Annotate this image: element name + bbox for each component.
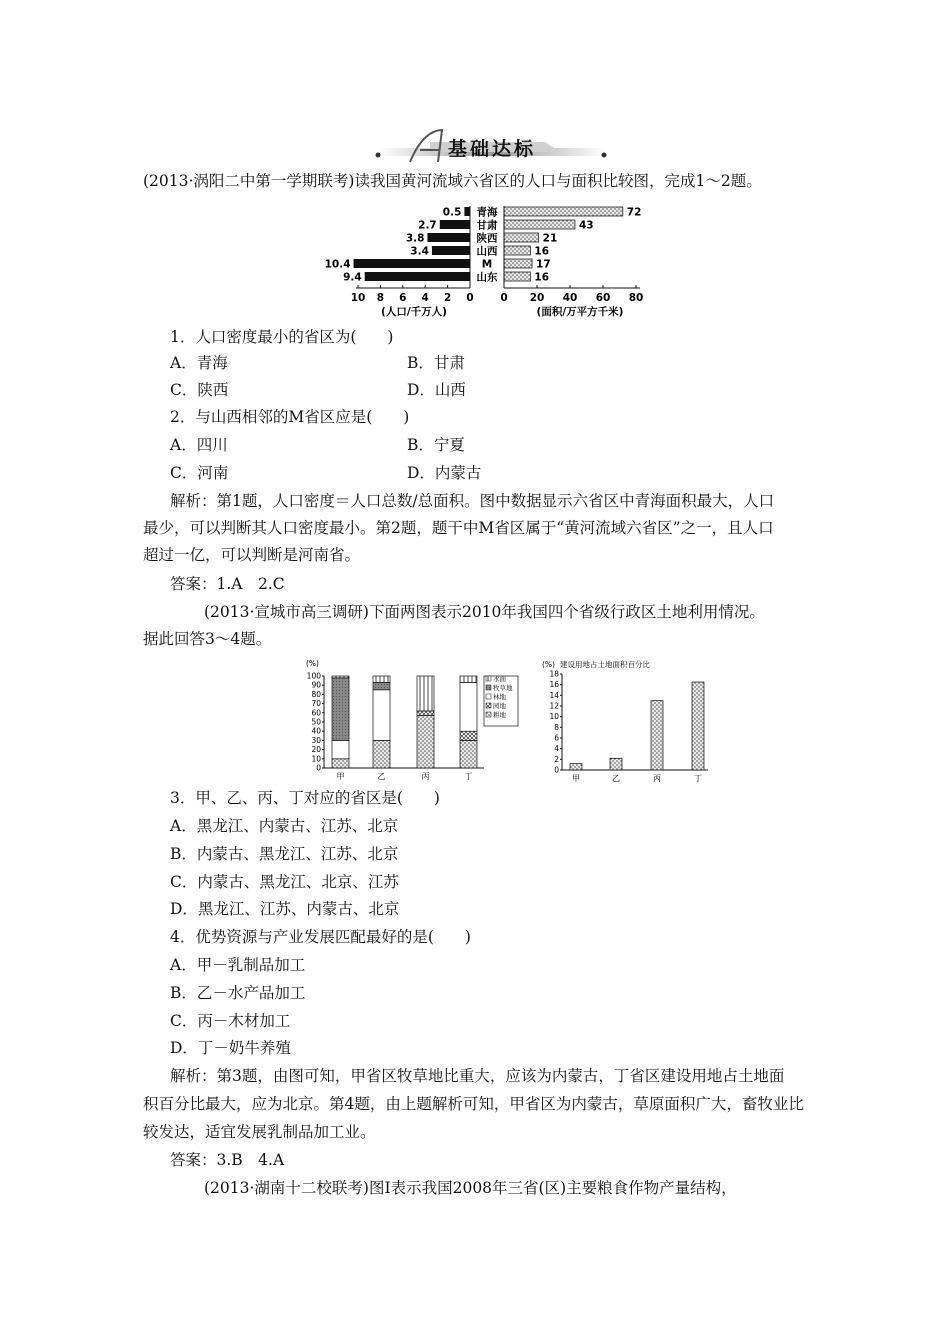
- left-axis-tick-label: 6: [399, 292, 407, 304]
- y-tick-label: 12: [549, 701, 559, 711]
- left-axis-tick-label: 4: [421, 292, 429, 304]
- population-value-label: 2.7: [418, 219, 437, 232]
- y-tick-label: 60: [311, 708, 321, 718]
- legend-label: 林地: [493, 693, 506, 701]
- area-bar: [504, 233, 539, 242]
- stacked-bar-segment: [373, 682, 390, 689]
- analysis1-line2: 最少，可以判断其人口密度最小。第2题，题干中M省区属于“黄河流域六省区”之一，且人口: [143, 519, 774, 537]
- y-tick-label: 30: [311, 735, 321, 745]
- stacked-bar-segment: [460, 740, 477, 768]
- q4-stem: 4．优势资源与产业发展匹配最好的是( ): [170, 928, 471, 946]
- q3-option-b: B．内蒙古、黑龙江、江苏、北京: [170, 845, 399, 863]
- y-tick-label: 50: [311, 717, 321, 727]
- area-bar: [504, 220, 575, 229]
- q1-option-d: D．山西: [407, 381, 466, 399]
- province-label: 甘肃: [476, 219, 498, 232]
- area-bar: [504, 259, 532, 268]
- q4-option-d: D．丁－奶牛养殖: [170, 1039, 291, 1057]
- stacked-bar-segment: [460, 682, 477, 731]
- stacked-bar-segment: [332, 740, 349, 758]
- area-value-label: 72: [626, 206, 642, 219]
- left-axis-tick-label: 8: [376, 292, 385, 304]
- chart-title: 建设用地占土地面积百分比: [560, 660, 650, 669]
- legend-swatch: [486, 703, 491, 708]
- stacked-bar-segment: [332, 759, 349, 768]
- area-value-label: 16: [534, 271, 550, 284]
- q3-stem: 3．甲、乙、丙、丁对应的省区是( ): [170, 789, 440, 807]
- area-value-label: 21: [542, 232, 558, 245]
- stacked-bar-segment: [417, 711, 434, 716]
- x-tick-label: 乙: [612, 774, 620, 783]
- left-axis-tick-label: 2: [443, 292, 452, 304]
- stacked-bar-segment: [373, 676, 390, 682]
- population-value-label: 3.8: [405, 232, 425, 245]
- q3-option-a: A．黑龙江、内蒙古、江苏、北京: [170, 817, 399, 835]
- q1-option-b: B．甘肃: [407, 354, 465, 372]
- province-label: 山西: [476, 245, 498, 258]
- left-axis-label: (人口/千万人): [381, 306, 447, 318]
- stacked-bar-segment: [332, 678, 349, 741]
- population-value-label: 3.4: [410, 245, 429, 258]
- x-tick-label: 丁: [694, 774, 702, 783]
- population-bar: [427, 233, 470, 242]
- q2-stem: 2．与山西相邻的M省区应是( ): [170, 408, 410, 426]
- y-tick-label: 80: [311, 689, 321, 699]
- population-bar: [464, 207, 470, 216]
- analysis2-line2: 积百分比最大，应为北京。第4题，由上题解析可知，甲省区为内蒙古，草原面积广大，畜牧业比: [143, 1095, 804, 1113]
- population-value-label: 9.4: [343, 271, 362, 284]
- x-tick-label: 丙: [421, 772, 430, 781]
- y-tick-label: 10: [549, 712, 559, 722]
- y-tick-label: 18: [549, 669, 559, 679]
- stacked-bar-segment: [417, 676, 434, 711]
- population-bar: [440, 220, 470, 229]
- legend-swatch: [486, 712, 491, 717]
- right-axis-tick-label: 0: [500, 292, 508, 304]
- answer2: 答案：3.B 4.A: [170, 1151, 285, 1169]
- area-value-label: 43: [578, 219, 594, 232]
- legend-swatch: [486, 685, 491, 690]
- q3-option-d: D．黑龙江、江苏、内蒙古、北京: [170, 900, 400, 918]
- legend-swatch: [486, 694, 491, 699]
- population-value-label: 10.4: [324, 258, 351, 271]
- stacked-bar-segment: [373, 740, 390, 768]
- y-tick-label: 2: [554, 754, 559, 764]
- stacked-bar-segment: [460, 731, 477, 740]
- q2-option-d: D．内蒙古: [407, 464, 482, 482]
- answer1: 答案：1.A 2.C: [170, 575, 285, 593]
- q2-option-a: A．四川: [170, 436, 228, 454]
- right-axis-tick-label: 20: [529, 292, 545, 304]
- q1-option-c: C．陕西: [170, 381, 229, 399]
- y-tick-label: 8: [554, 722, 559, 732]
- y-tick-label: 40: [311, 726, 321, 736]
- stacked-bar-segment: [417, 716, 434, 768]
- stacked-bar-segment: [332, 676, 349, 678]
- bar: [610, 758, 622, 770]
- intro-q3-4-line1: (2013·宣城市高三调研)下面两图表示2010年我国四个省级行政区土地利用情况。: [204, 603, 765, 621]
- province-label: 陕西: [476, 232, 498, 245]
- y-tick-label: 20: [311, 745, 321, 755]
- section-header: [370, 128, 610, 164]
- population-bar: [354, 259, 470, 268]
- legend-label: 耕地: [493, 711, 506, 719]
- province-label: 山东: [476, 271, 498, 284]
- q2-option-b: B．宁夏: [407, 436, 465, 454]
- population-area-chart: [324, 200, 660, 320]
- x-tick-label: 丙: [653, 774, 661, 783]
- population-value-label: 0.5: [442, 206, 462, 219]
- stacked-bar-segment: [373, 690, 390, 741]
- intro-q3-4-line2: 据此回答3～4题。: [143, 630, 272, 648]
- province-label: 青海: [476, 206, 498, 219]
- analysis1-line1: 解析：第1题，人口密度＝人口总数/总面积。图中数据显示六省区中青海面积最大，人口: [170, 492, 775, 510]
- y-tick-label: 6: [554, 733, 559, 743]
- bar: [651, 701, 663, 770]
- x-tick-label: 乙: [377, 772, 386, 781]
- y-tick-label: 90: [311, 680, 321, 690]
- y-axis-label: (%): [542, 660, 555, 669]
- q1-option-a: A．青海: [170, 354, 228, 372]
- area-bar: [504, 246, 530, 255]
- q4-option-c: C．丙－木材加工: [170, 1012, 291, 1030]
- population-bar: [432, 246, 470, 255]
- area-bar: [504, 272, 530, 281]
- province-label: M: [481, 258, 493, 271]
- x-tick-label: 甲: [336, 772, 345, 781]
- x-tick-label: 丁: [464, 772, 473, 781]
- x-tick-label: 甲: [572, 774, 580, 783]
- land-use-structure-chart: [302, 656, 522, 786]
- area-value-label: 17: [536, 258, 551, 271]
- right-axis-tick-label: 80: [628, 292, 644, 304]
- intro-q1-2: (2013·涡阳二中第一学期联考)读我国黄河流域六省区的人口与面积比较图，完成1～2题。: [143, 172, 762, 190]
- area-value-label: 16: [534, 245, 550, 258]
- left-axis-tick-label: 10: [350, 292, 366, 304]
- q1-stem: 1．人口密度最小的省区为( ): [170, 328, 394, 346]
- y-tick-label: 100: [306, 671, 321, 681]
- left-axis-tick-label: 0: [466, 292, 474, 304]
- section-title: 基础达标: [448, 138, 537, 160]
- analysis2-line3: 较发达，适宜发展乳制品加工业。: [143, 1123, 376, 1141]
- q3-option-c: C．内蒙古、黑龙江、北京、江苏: [170, 873, 399, 891]
- stacked-bar-segment: [460, 676, 477, 682]
- q4-option-b: B．乙－水产品加工: [170, 984, 306, 1002]
- y-tick-label: 0: [554, 765, 559, 775]
- bar: [692, 682, 704, 770]
- q2-option-c: C．河南: [170, 464, 229, 482]
- right-axis-label: (面积/万平方千米): [536, 306, 624, 318]
- right-axis-tick-label: 40: [562, 292, 578, 304]
- population-bar: [365, 272, 470, 281]
- area-bar: [504, 207, 623, 216]
- legend-label: 水面: [493, 675, 506, 683]
- y-tick-label: 0: [316, 763, 321, 773]
- legend-label: 牧草地: [493, 684, 513, 692]
- y-tick-label: 70: [311, 699, 321, 709]
- legend-label: 园地: [493, 702, 506, 710]
- y-tick-label: 16: [549, 680, 559, 690]
- analysis1-line3: 超过一亿，可以判断是河南省。: [143, 546, 361, 564]
- right-axis-tick-label: 60: [595, 292, 611, 304]
- y-tick-label: 4: [554, 744, 559, 754]
- y-axis-label: (%): [306, 659, 319, 668]
- y-tick-label: 10: [311, 754, 321, 764]
- bar: [570, 764, 582, 770]
- analysis2-line1: 解析：第3题，由图可知，甲省区牧草地比重大，应该为内蒙古，丁省区建设用地占土地面: [170, 1067, 785, 1085]
- q4-option-a: A．甲－乳制品加工: [170, 956, 306, 974]
- construction-land-chart: [540, 656, 710, 786]
- intro-next: (2013·湖南十二校联考)图Ⅰ表示我国2008年三省(区)主要粮食作物产量结构，: [204, 1179, 737, 1197]
- y-tick-label: 14: [549, 690, 559, 700]
- legend-swatch: [486, 676, 491, 681]
